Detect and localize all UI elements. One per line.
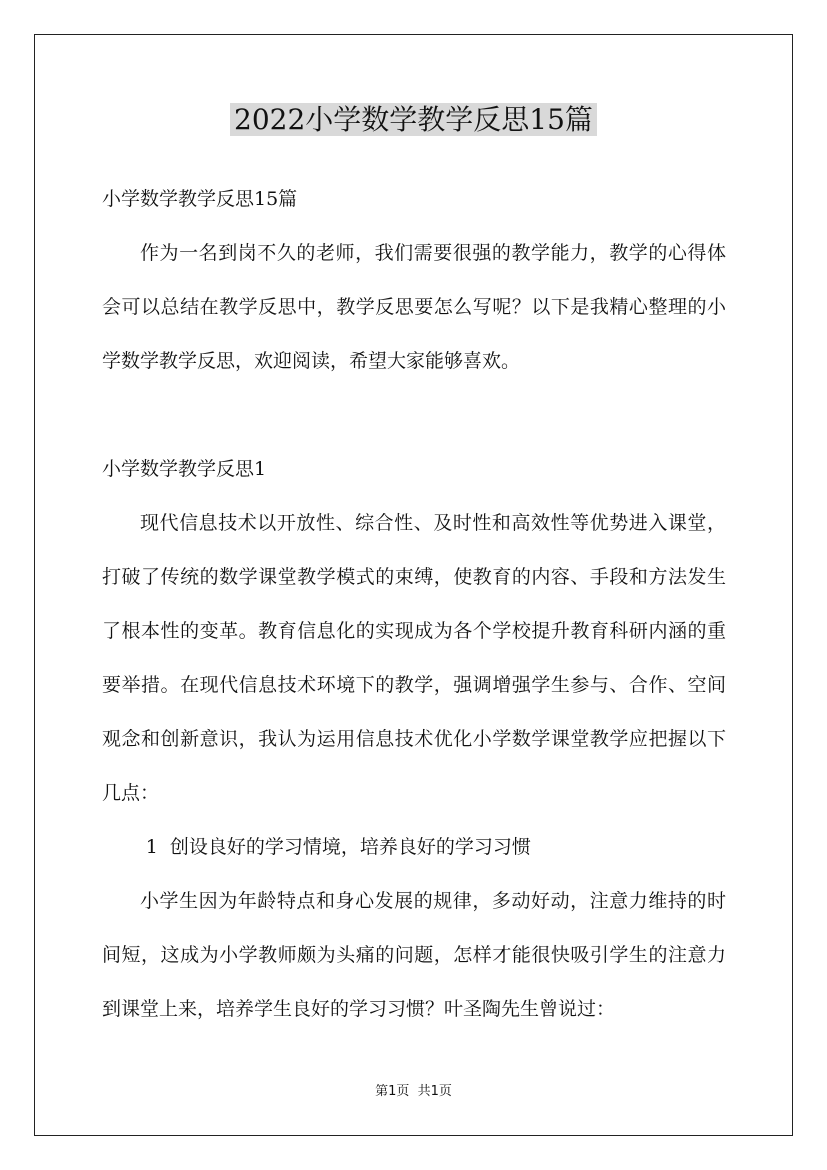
body-paragraph-2: 小学生因为年龄特点和身心发展的规律，多动好动，注意力维持的时间短，这成为小学教师颇为头痛的问题，怎样才能很快吸引学生的注意力到课堂上来，培养学生良好的学习习惯？叶圣陶先生曾说过： — [102, 890, 726, 1020]
intro-paragraph: 作为一名到岗不久的老师，我们需要很强的教学能力，教学的心得体会可以总结在教学反思中，教学反思要怎么写呢？以下是我精心整理的小学数学教学反思，欢迎阅读，希望大家能够喜欢。 — [102, 242, 726, 372]
page-number: 第1页 共1页 — [375, 1084, 452, 1099]
document-subtitle: 小学数学教学反思15篇 — [102, 188, 298, 210]
section-heading: 小学数学教学反思1 — [102, 458, 267, 480]
body-paragraph-1: 现代信息技术以开放性、综合性、及时性和高效性等优势进入课堂，打破了传统的数学课堂教学模式的束缚，使教育的内容、手段和方法发生了根本性的变革。教育信息化的实现成为各个学校提升教育科研内涵的重要举措。在现代信息技术环境下的教学，强调增强学生参与、合作、空间观念和创新意识，我认为运用信息技术优化小学数学课堂教学应把握以下几点： — [102, 512, 726, 804]
page-footer — [0, 1083, 827, 1101]
document-title-text: 2022小学数学教学反思15篇 — [230, 103, 597, 136]
document-title — [0, 98, 827, 142]
paragraph-gap — [102, 388, 726, 442]
document-body — [102, 172, 726, 1036]
sub-heading: 1 创设良好的学习情境，培养良好的学习习惯 — [145, 836, 531, 858]
